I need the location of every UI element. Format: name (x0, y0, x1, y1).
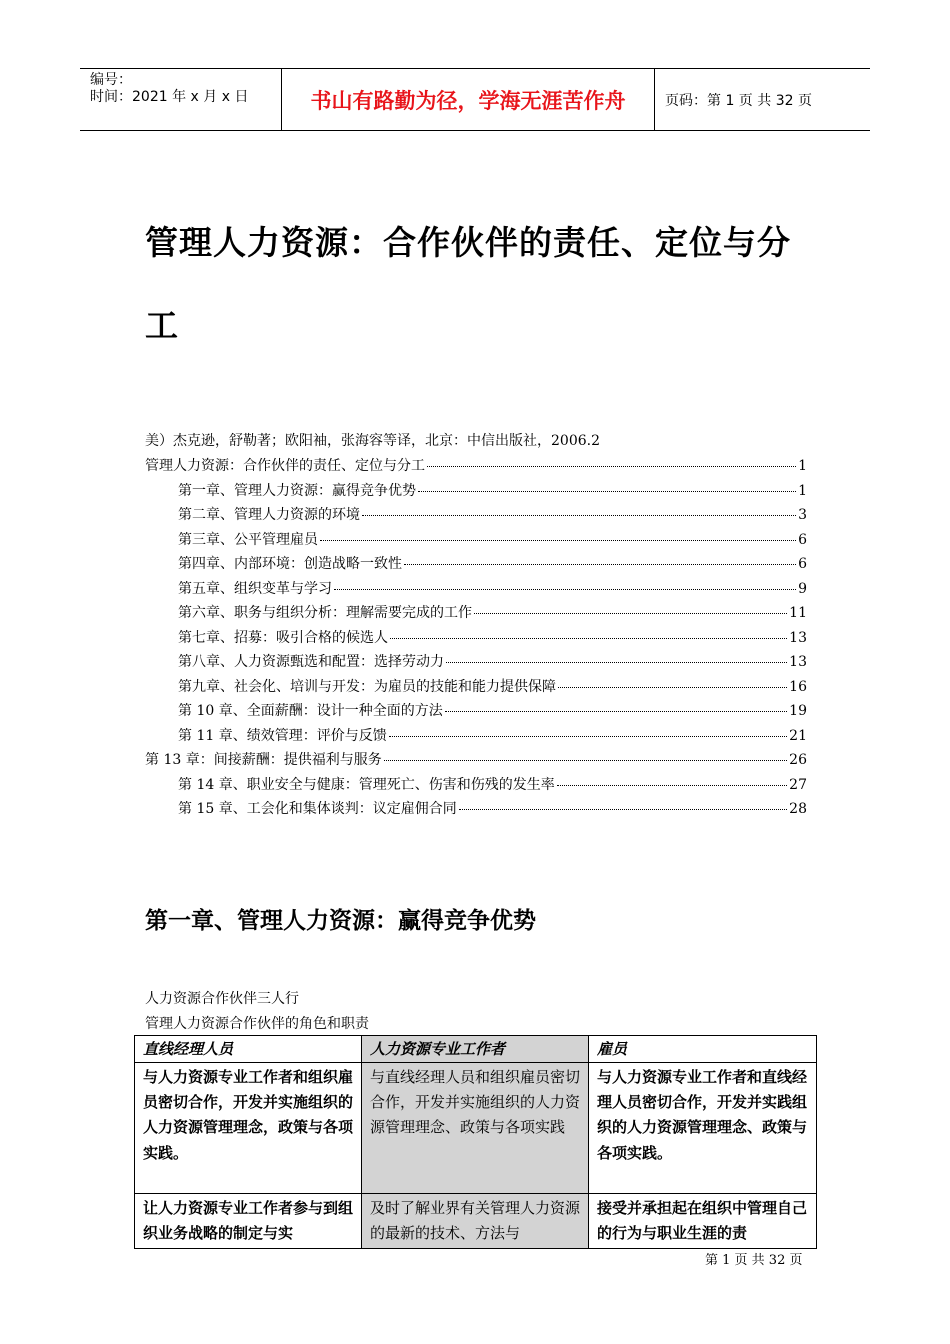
roles-table (134, 1035, 817, 1249)
toc-entry-label: 第三章、公平管理雇员 (178, 531, 318, 548)
toc-entry-page: 1 (798, 458, 807, 474)
toc-entry[interactable] (145, 798, 807, 823)
toc-entry[interactable] (145, 700, 807, 725)
toc-leader-dots (390, 638, 787, 639)
toc-leader-dots (384, 760, 787, 761)
toc-entry-label: 第 15 章、工会化和集体谈判：议定雇佣合同 (178, 801, 457, 817)
toc-leader-dots (557, 785, 787, 786)
toc-entry[interactable] (145, 455, 807, 480)
header-page-info: 页码：第 1 页 共 32 页 (665, 92, 812, 109)
number-label: 编号： (90, 72, 132, 88)
toc-entry[interactable] (145, 578, 807, 603)
toc-entry-page: 19 (789, 703, 807, 719)
toc-entry-label: 第二章、管理人力资源的环境 (178, 507, 360, 523)
header-meta (80, 69, 282, 130)
toc-entry[interactable] (145, 553, 807, 578)
toc-entry-page: 28 (789, 801, 807, 817)
toc-entry-label: 第 11 章、绩效管理：评价与反馈 (178, 727, 387, 744)
page-header (80, 68, 870, 131)
toc-entry[interactable] (145, 676, 807, 701)
toc-leader-dots (427, 466, 796, 467)
toc-entry[interactable] (145, 651, 807, 676)
header-employee: 雇员 (589, 1036, 817, 1063)
toc-leader-dots (445, 711, 787, 712)
toc-entry-label: 第五章、组织变革与学习 (178, 580, 332, 597)
table-header-row (135, 1036, 817, 1063)
cell-hr-professional-1: 与直线经理人员和组织雇员密切合作，开发并实施组织的人力资源管理理念、政策与各项实践 (362, 1063, 589, 1194)
toc-entry-page: 6 (798, 531, 807, 548)
source-citation: 美）杰克逊，舒勒著；欧阳袖，张海容等译，北京：中信出版社，2006.2 (145, 433, 600, 449)
document-title: 管理人力资源：合作伙伴的责任、定位与分 (145, 223, 791, 262)
toc-entry[interactable] (145, 627, 807, 652)
table-row (135, 1063, 817, 1194)
toc-entry-label: 第四章、内部环境：创造战略一致性 (178, 556, 402, 572)
cell-employee-1: 与人力资源专业工作者和直线经理人员密切合作，开发并实践组织的人力资源管理理念、政策与各项实践。 (589, 1063, 817, 1194)
toc-leader-dots (459, 809, 787, 810)
cell-line-manager-2-wrap (135, 1194, 362, 1249)
header-hr-professional: 人力资源专业工作者 (362, 1036, 589, 1063)
toc-leader-dots (558, 687, 787, 688)
toc-leader-dots (389, 736, 787, 737)
toc-entry[interactable] (145, 774, 807, 799)
toc-entry-label: 第七章、招募：吸引合格的候选人 (178, 629, 388, 646)
toc-entry-page: 9 (798, 580, 807, 597)
toc-entry[interactable] (145, 749, 807, 774)
toc-entry[interactable] (145, 602, 807, 627)
toc-leader-dots (446, 662, 787, 663)
toc-leader-dots (320, 540, 796, 541)
toc-entry[interactable] (145, 480, 807, 505)
toc-entry-page: 6 (798, 556, 807, 572)
toc-entry-label: 第 10 章、全面薪酬：设计一种全面的方法 (178, 703, 443, 719)
toc-entry-label: 第 13 章：间接薪酬：提供福利与服务 (145, 752, 382, 768)
cell-hr-professional-2-wrap (362, 1194, 589, 1249)
time-label: 时间：2021 年 x 月 x 日 (90, 89, 249, 105)
toc-leader-dots (418, 491, 796, 492)
toc-entry-label: 第六章、职务与组织分析：理解需要完成的工作 (178, 605, 472, 621)
toc-entry-page: 21 (789, 727, 807, 744)
cell-employee-2: 接受并承担起在组织中管理自己的行为与职业生涯的责 (597, 1199, 808, 1243)
toc-entry[interactable] (145, 504, 807, 529)
document-title-line2: 工 (145, 306, 178, 345)
toc-entry-page: 3 (798, 507, 807, 523)
table-row (135, 1194, 817, 1249)
toc-entry[interactable] (145, 725, 807, 750)
cell-hr-professional-2: 及时了解业界有关管理人力资源的最新的技术、方法与 (370, 1199, 580, 1243)
header-line-manager: 直线经理人员 (135, 1036, 362, 1063)
toc-entry-label: 第一章、管理人力资源：赢得竞争优势 (178, 482, 416, 499)
cell-employee-2-wrap (589, 1194, 817, 1249)
chapter-heading: 第一章、管理人力资源：赢得竞争优势 (145, 908, 536, 934)
page-footer: 第 1 页 共 32 页 (705, 1253, 803, 1268)
toc-entry[interactable] (145, 529, 807, 554)
toc-entry-page: 27 (789, 776, 807, 793)
toc-leader-dots (474, 613, 787, 614)
toc-entry-page: 26 (789, 752, 807, 768)
toc-leader-dots (334, 589, 796, 590)
cell-line-manager-2: 让人力资源专业工作者参与到组织业务战略的制定与实 (143, 1199, 353, 1243)
toc-leader-dots (362, 515, 796, 516)
toc-entry-page: 13 (789, 654, 807, 670)
toc-entry-page: 16 (789, 678, 807, 695)
cell-line-manager-1: 与人力资源专业工作者和组织雇员密切合作，开发并实施组织的人力资源管理理念，政策与各项实践。 (135, 1063, 362, 1194)
header-motto: 书山有路勤为径，学海无涯苦作舟 (282, 69, 655, 130)
toc-entry-page: 11 (789, 605, 807, 621)
table-of-contents (145, 455, 807, 823)
toc-entry-label: 管理人力资源：合作伙伴的责任、定位与分工 (145, 458, 425, 474)
toc-entry-page: 13 (789, 629, 807, 646)
toc-leader-dots (404, 564, 796, 565)
toc-entry-label: 第九章、社会化、培训与开发：为雇员的技能和能力提供保障 (178, 678, 556, 695)
subheading-trio: 人力资源合作伙伴三人行 (145, 991, 299, 1007)
toc-entry-label: 第八章、人力资源甄选和配置：选择劳动力 (178, 654, 444, 670)
subheading-roles: 管理人力资源合作伙伴的角色和职责 (145, 1016, 369, 1032)
toc-entry-page: 1 (798, 482, 807, 499)
toc-entry-label: 第 14 章、职业安全与健康：管理死亡、伤害和伤残的发生率 (178, 776, 555, 793)
